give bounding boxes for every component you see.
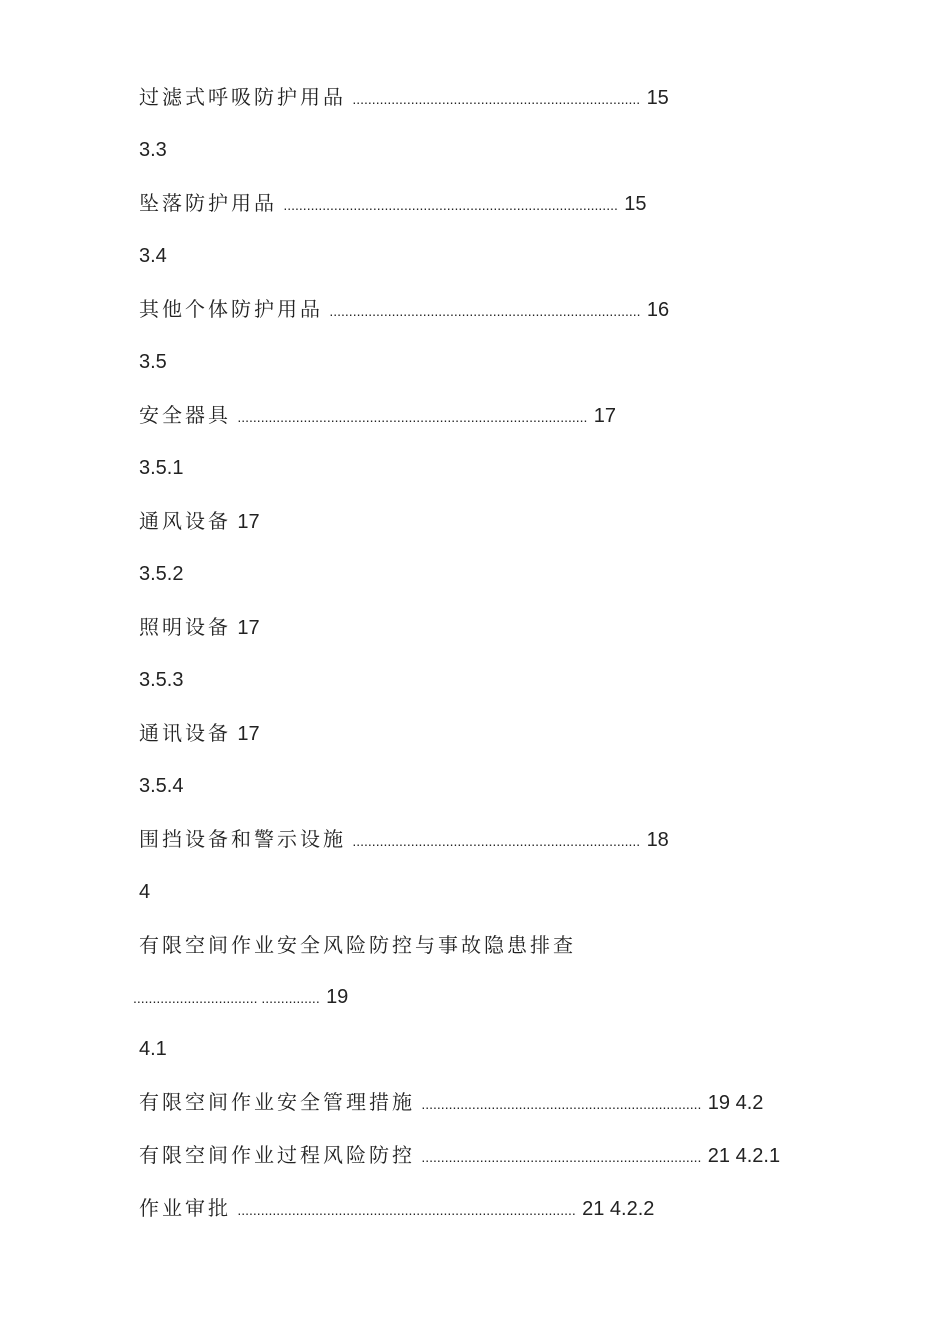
toc-page-number: 19 4.2: [707, 1092, 764, 1114]
toc-entry[interactable]: [139, 720, 260, 747]
toc-entry[interactable]: [139, 826, 669, 854]
toc-section-number: 4: [139, 881, 151, 903]
toc-leader-dots: ..........................................................................................: [237, 409, 588, 425]
toc-entry[interactable]: [139, 1089, 763, 1117]
toc-entry[interactable]: [139, 84, 669, 112]
toc-leader-dots: ................................................................................: [329, 303, 641, 319]
toc-page-number: 17: [237, 723, 260, 745]
toc-entry-title: 通讯设备: [139, 721, 231, 745]
toc-entry-title: 安全器具: [139, 403, 231, 427]
toc-section-number: 3.5.3: [139, 669, 184, 691]
toc-entry-title: 有限空间作业过程风险防控: [139, 1143, 415, 1167]
toc-section-number: 3.5.1: [139, 457, 184, 479]
toc-entry-title: 过滤式呼吸防护用品: [139, 85, 346, 109]
toc-section-number: 4.1: [139, 1038, 167, 1060]
toc-entry-title: 其他个体防护用品: [139, 297, 323, 321]
toc-leader-dots: ................................ ...............: [133, 990, 320, 1006]
toc-entry-title: 有限空间作业安全风险防控与事故隐患排查: [139, 933, 576, 957]
toc-leader-dots: ..........................................................................: [352, 91, 641, 107]
toc-page-number: 15: [624, 193, 647, 215]
toc-section-number: 3.5: [139, 351, 167, 373]
toc-entry[interactable]: [139, 508, 260, 535]
toc-entry[interactable]: [139, 932, 576, 958]
toc-leader-dots: .......................................................................................: [237, 1202, 576, 1218]
toc-page-number: 16: [646, 299, 670, 321]
toc-leader-dots: ........................................................................: [421, 1096, 702, 1112]
toc-leader-dots: ........................................................................: [421, 1149, 702, 1165]
toc-entry-continuation[interactable]: [133, 983, 348, 1011]
toc-section-number: 3.4: [139, 245, 167, 267]
toc-page-number: 21 4.2.2: [582, 1198, 655, 1220]
toc-entry[interactable]: [139, 402, 616, 430]
toc-entry-title: 作业审批: [139, 1196, 231, 1220]
toc-entry[interactable]: [139, 1142, 780, 1170]
toc-page-number: 17: [237, 617, 260, 639]
toc-leader-dots: ..........................................................................: [352, 833, 641, 849]
toc-section-number: 3.5.4: [139, 775, 184, 797]
toc-entry-title: 照明设备: [139, 615, 231, 639]
toc-page-number: 21 4.2.1: [707, 1145, 781, 1167]
toc-page-number: 19: [326, 986, 349, 1008]
toc-section-number: 3.3: [139, 139, 167, 161]
toc-entry-title: 坠落防护用品: [139, 191, 277, 215]
toc-entry[interactable]: [139, 614, 260, 641]
toc-entry[interactable]: [139, 190, 646, 218]
toc-entry[interactable]: [139, 296, 669, 324]
toc-section-number: 3.5.2: [139, 563, 184, 585]
toc-entry-title: 通风设备: [139, 509, 231, 533]
toc-page-number: 18: [646, 829, 669, 851]
toc-entry-title: 有限空间作业安全管理措施: [139, 1090, 415, 1114]
toc-page-number: 17: [237, 511, 260, 533]
toc-leader-dots: ......................................................................................: [283, 197, 618, 213]
toc-entry-title: 围挡设备和警示设施: [139, 827, 346, 851]
toc-page-number: 17: [593, 405, 617, 427]
toc-entry[interactable]: [139, 1195, 654, 1223]
toc-page-number: 15: [646, 87, 669, 109]
